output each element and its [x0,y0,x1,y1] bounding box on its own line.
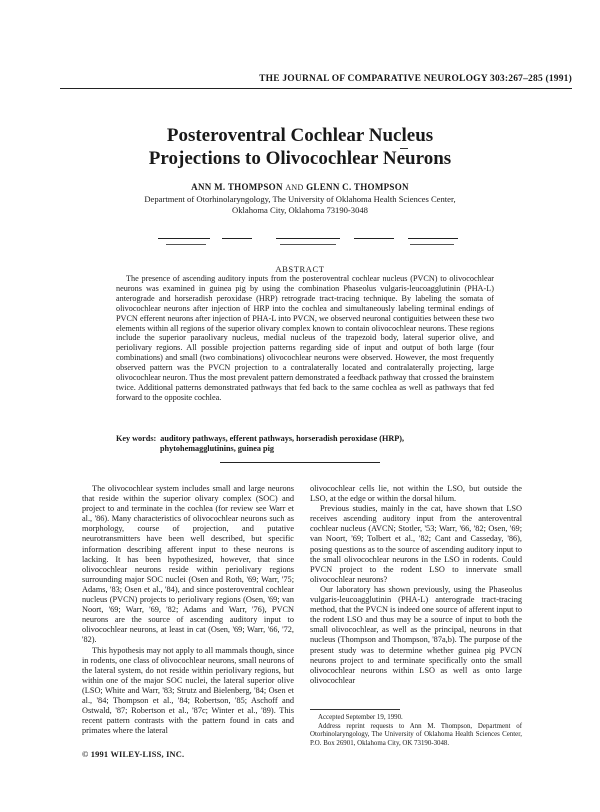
body-paragraph: olivocochlear cells lie, not within the LSO, but outside the LSO, at the edge or within the dorsal hilum. [310,484,522,504]
keywords-line-2: phytohemagglutinins, guinea pig [160,443,274,453]
header-rule [60,88,572,89]
keywords-line-1: auditory pathways, efferent pathways, horseradish peroxidase (HRP), [160,434,405,443]
author-1: ANN M. THOMPSON [191,182,283,192]
title-dash [400,148,408,149]
title-line-2: Projections to Olivocochlear Neurons [148,148,452,169]
body-column-right [310,484,522,686]
body-column-left [82,484,294,736]
abstract-text: The presence of ascending auditory inputs from the posteroventral cochlear nucleus (PVCN) to olivocochlear neurons was examined in guinea pig by using the combination Phaseolus vulgaris-leucoagglutinin (PHA-L) anterograde and horseradish peroxidase (HRP) retrograde tract-tracing technique. By labeling the somata of olivocochlear neurons after injection of HRP into the cochlea and simultaneously labeling terminal endings of PVCN efferent neurons after injection of PHA-L into PVCN, we observed neuronal contiguities between these two elements within all regions of the superior olivary complex known to contain olivocochlear neurons. These regions include the superior paraolivary nucleus, medial nucleus of the trapezoid body, lateral superior olive, and periolivary regions. All possible projection patterns regarding side of input and output of both large (four combinations) and small (two combinations) olivocochlear neurons were observed. However, the most frequently observed pattern was the PVCN projection to a contralaterally located and contralaterally projecting, large olivocochlear neuron. Thus the most prevalent pattern demonstrated a feedback pathway that crossed the brainstem twice. Additional patterns demonstrated pathways that fed back to the same cochlea as well as pathways that fed forward to the opposite cochlea. [116,274,494,402]
body-paragraph: Previous studies, mainly in the cat, have shown that LSO receives ascending auditory input from the anteroventral cochlear nucleus (AVCN; Stotler, '53; Warr, '66, '82; Osen, '69; van Noort, '69; Tolbert et al., '82; Cant and Casseday, '86), posing questions as to the source of ascending auditory input to the small olivocochlear neurons in the LSO in rodents. Could PVCN project to the rodent LSO to innervate small olivocochlear neurons? [310,504,522,584]
body-paragraph: The olivocochlear system includes small and large neurons that reside within the superior olivary complex (SOC) and project to and terminate in the cochlea (for review see Warr et al., '86). Many characteristics of olivocochlear neurons such as morphology, course of projection, and putative neurotransmitters have been well described, but specific information describing afferent input to these neurons is lacking. It has been hypothesized, however, that since olivocochlear neurons reside within periolivary regions surrounding major SOC nuclei (Osen and Roth, '69; Warr, '75; Adams, '83; Osen et al., '84), and since posteroventral cochlear nucleus (PVCN) projects to periolivary regions (Osen, '69; van Noort, '69; Warr, '69, '82; Adams and Warr, '76), PVCN neurons are the source of ascending auditory input to olivocochlear neurons, at least in cat (Osen, '69; Warr, '66, '72, '82). [82,484,294,645]
footnote-rule [310,709,400,710]
journal-running-header: THE JOURNAL OF COMPARATIVE NEUROLOGY 303:267–285 (1991) [259,74,572,84]
keywords-label: Key words: [116,434,157,443]
body-paragraph: This hypothesis may not apply to all mammals though, since in rodents, one class of olivocochlear neurons, small neurons of the lateral system, do not reside within periolivary regions, but within one of the major SOC nuclei, the lateral superior olive (LSO; White and Warr, '83; Strutz and Bielenberg, '84; Osen et al., '84; Thompson et al., '84; Robertson, '85; Aschoff and Ostwald, '87; Robertson et al., '87c; Winter et al., '89). This recent pattern contrasts with the pattern found in cats and primates where the lateral [82,645,294,736]
affiliation [0,194,600,215]
keywords [116,434,494,454]
author-line [0,182,600,192]
copyright-notice: © 1991 WILEY-LISS, INC. [82,750,185,759]
abstract-heading: ABSTRACT [275,264,325,274]
footnote-address: Address reprint requests to Ann M. Thompson, Department of Otorhinolaryngology, The University of Oklahoma Health Sciences Center, P.O. Box 26901, Oklahoma City, OK 73190-3048. [310,722,522,747]
affiliation-line-2: Oklahoma City, Oklahoma 73190-3048 [232,204,368,215]
section-separator [220,462,380,463]
author-2: GLENN C. THOMPSON [306,182,409,192]
affiliation-line-1: Department of Otorhinolaryngology, The University of Oklahoma Health Sciences Center, [144,194,456,204]
footnote-accepted: Accepted September 19, 1990. [318,714,403,721]
author-conjunction: AND [285,183,304,192]
article-title [0,124,600,170]
title-line-1: Posteroventral Cochlear Nucleus [166,125,434,146]
body-paragraph: Our laboratory has shown previously, using the Phaseolus vulgaris-leucoagglutinin (PHA-L) anterograde tract-tracing method, that the PVCN is indeed one source of afferent input to the rodent LSO and thus may be a source of input to both the small olivocochlear, as well as the principal, neurons in that nucleus (Thompson and Thompson, '87a,b). The purpose of the present study was to determine whether guinea pig PVCN neurons project to and terminate specifically onto the small olivocochlear neurons within LSO as well as onto large olivocochlear [310,584,522,685]
footnotes [310,714,522,748]
